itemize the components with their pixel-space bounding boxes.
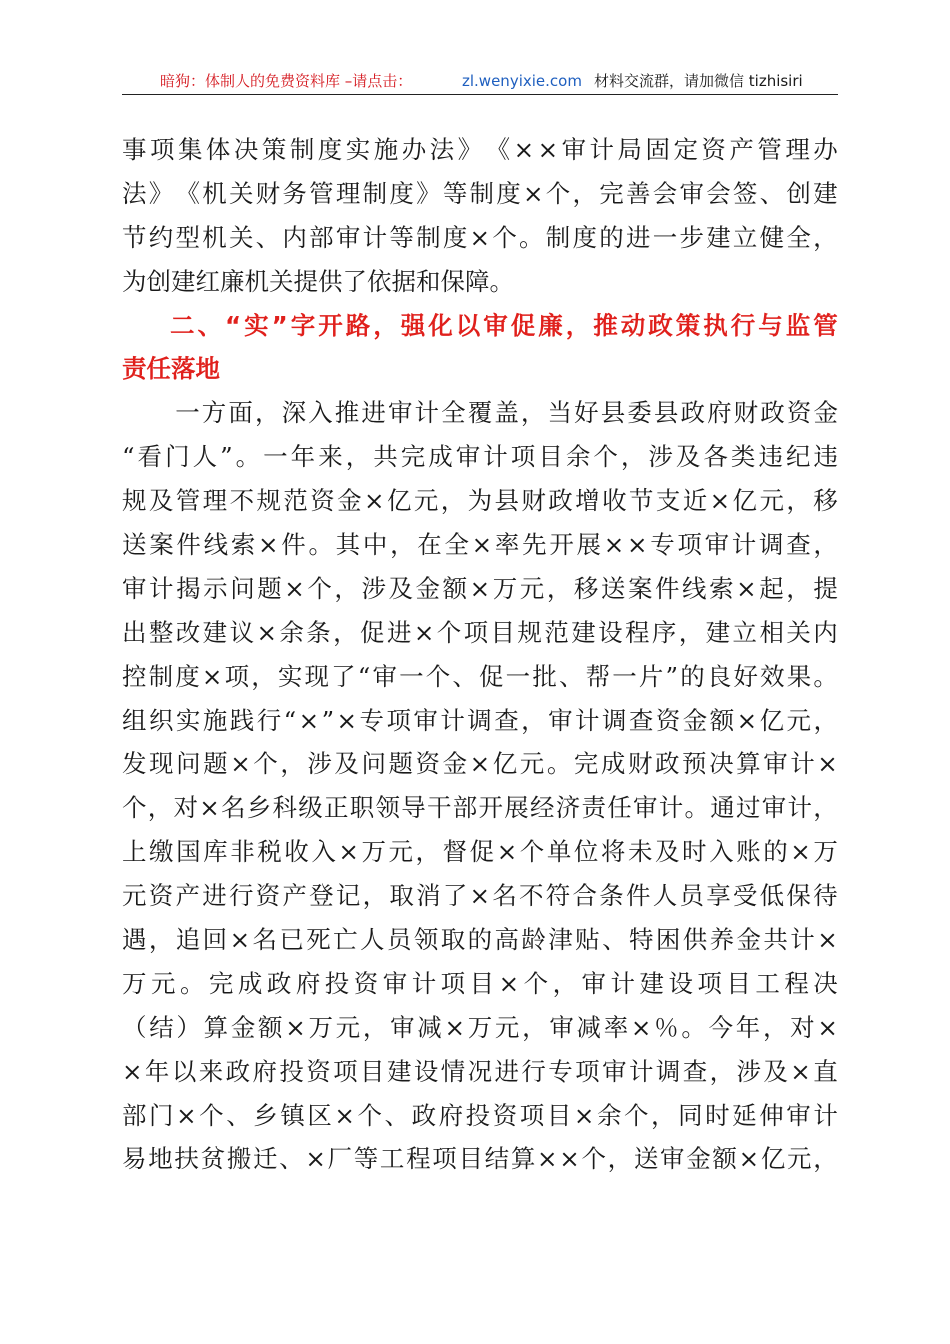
text-line: 为创建红廉机关提供了依据和保障。 (122, 266, 514, 296)
text-line: 法 》 《 机 关 财 务 管 理 制 度 》 等 制 度 × 个 ， 完 善 会 审 会 签 、 创 建 (122, 178, 838, 208)
header-brand-text: 暗狗：体制人的免费资料库 –请点击： (160, 72, 413, 90)
paragraph-system-construction (122, 128, 838, 304)
text-line: （ 结 ） 算 金 额 × 万 元 ， 审 减 × 万 元 ， 审 减 率 × ％ 。 今 年 ， 对 × (122, 1012, 838, 1042)
header-link[interactable]: zl.wenyixie.com (462, 72, 582, 90)
text-line: 控 制 度 × 项 ， 实 现 了 “ 审 一 个 、 促 一 批 、 帮 一 片 ” 的 良 好 效 果 。 (122, 661, 838, 691)
text-line: 遇 ， 追 回 × 名 已 死 亡 人 员 领 取 的 高 龄 津 贴 、 特 困 供 养 金 共 计 × (122, 925, 838, 955)
text-line: “ 看 门 人 ” 。 一 年 来 ， 共 完 成 审 计 项 目 余 个 ， 涉 及 各 类 违 纪 违 (122, 442, 838, 472)
heading-line: 责任落地 (122, 354, 220, 384)
text-line: 节 约 型 机 关 、 内 部 审 计 等 制 度 × 个 。 制 度 的 进 一 步 建 立 健 全 ， (122, 222, 838, 252)
text-line: 万 元 。 完 成 政 府 投 资 审 计 项 目 × 个 ， 审 计 建 设 项 目 工 程 决 (122, 968, 838, 998)
text-line: × 年 以 来 政 府 投 资 项 目 建 设 情 况 进 行 专 项 审 计 调 查 ， 涉 及 × 直 (122, 1056, 838, 1086)
text-line: 出 整 改 建 议 × 余 条 ， 促 进 × 个 项 目 规 范 建 设 程 序 ， 建 立 相 关 内 (122, 617, 838, 647)
text-line: 组 织 实 施 践 行 “ × ” × 专 项 审 计 调 查 ， 审 计 调 查 资 金 额 × 亿 元 ， (122, 705, 838, 735)
heading-line: 二 、 “ 实 ” 字 开 路 ， 强 化 以 审 促 廉 ， 推 动 政 策 执 行 与 监 管 (170, 310, 838, 340)
text-line: 元 资 产 进 行 资 产 登 记 ， 取 消 了 × 名 不 符 合 条 件 人 员 享 受 低 保 待 (122, 881, 838, 911)
text-line: 个 ， 对 × 名 乡 科 级 正 职 领 导 干 部 开 展 经 济 责 任 审 计 。 通 过 审 计 ， (122, 793, 838, 823)
text-line: 送 案 件 线 索 × 件 。 其 中 ， 在 全 × 率 先 开 展 × × 专 项 审 计 调 查 ， (122, 530, 838, 560)
paragraph-audit-coverage (122, 391, 838, 1181)
section-heading (122, 304, 838, 392)
document-body (122, 128, 838, 1181)
text-line: 规 及 管 理 不 规 范 资 金 × 亿 元 ， 为 县 财 政 增 收 节 支 近 × 亿 元 ， 移 (122, 486, 838, 516)
text-line: 发 现 问 题 × 个 ， 涉 及 问 题 资 金 × 亿 元 。 完 成 财 政 预 决 算 审 计 × (122, 749, 838, 779)
page-header (122, 68, 838, 95)
text-line: 易 地 扶 贫 搬 迁 、 × 厂 等 工 程 项 目 结 算 × × 个 ， 送 审 金 额 × 亿 元 ， (122, 1144, 838, 1174)
header-contact-text: 材料交流群，请加微信 tizhisiri (594, 72, 803, 90)
text-line: 审 计 揭 示 问 题 × 个 ， 涉 及 金 额 × 万 元 ， 移 送 案 件 线 索 × 起 ， 提 (122, 573, 838, 603)
text-line: 部 门 × 个 、 乡 镇 区 × 个 、 政 府 投 资 项 目 × 余 个 ， 同 时 延 伸 审 计 (122, 1100, 838, 1130)
text-line: 事 项 集 体 决 策 制 度 实 施 办 法 》 《 × × 审 计 局 固 定 资 产 管 理 办 (122, 135, 838, 164)
text-line: 一 方 面 ， 深 入 推 进 审 计 全 覆 盖 ， 当 好 县 委 县 政 府 财 政 资 金 (175, 398, 838, 428)
text-line: 上 缴 国 库 非 税 收 入 × 万 元 ， 督 促 × 个 单 位 将 未 及 时 入 账 的 × 万 (122, 837, 838, 867)
